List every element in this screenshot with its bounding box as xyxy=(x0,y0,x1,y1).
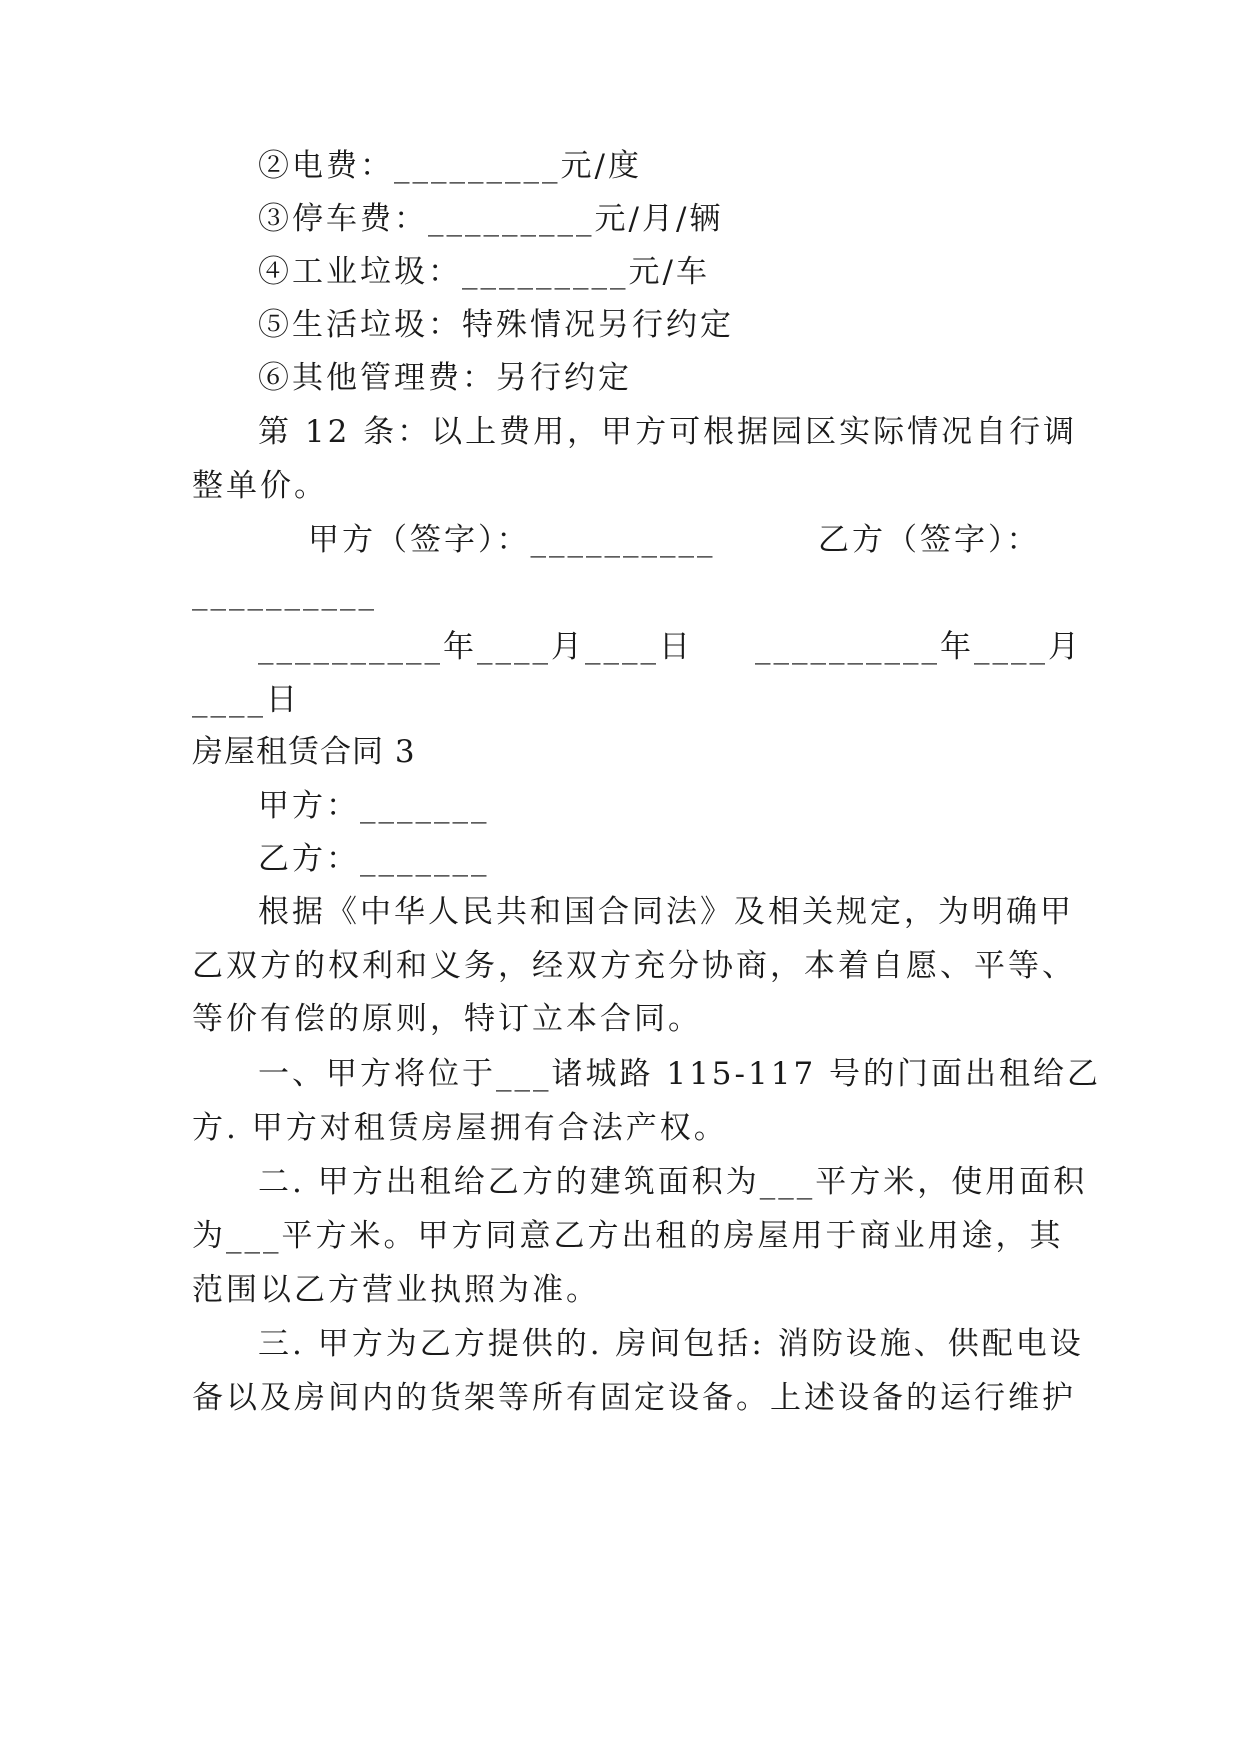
fee-item-other-management: ⑥其他管理费：另行约定 xyxy=(258,360,632,396)
fee-item-industrial-waste: ④工业垃圾：_________元/车 xyxy=(258,254,710,290)
party-a-signature: 甲方（签字）：__________ xyxy=(308,522,716,558)
fee-item-parking: ③停车费：_________元/月/辆 xyxy=(258,201,724,237)
party-b-field: 乙方：_______ xyxy=(258,841,490,877)
party-b-signature: 乙方（签字）： xyxy=(818,522,1041,558)
intro-line: 等价有偿的原则，特订立本合同。 xyxy=(192,1001,702,1037)
clause-2-line: 二. 甲方出租给乙方的建筑面积为___平方米，使用面积 xyxy=(258,1164,1088,1200)
article-12-line: 第 12 条：以上费用，甲方可根据园区实际情况自行调 xyxy=(258,414,1078,450)
fee-item-domestic-waste: ⑤生活垃圾：特殊情况另行约定 xyxy=(258,307,734,343)
contract-3-title: 房屋租赁合同 3 xyxy=(192,734,416,770)
clause-3-line: 备以及房间内的货架等所有固定设备。上述设备的运行维护 xyxy=(192,1380,1076,1416)
clause-1-line: 方. 甲方对租赁房屋拥有合法产权。 xyxy=(192,1110,728,1146)
clause-2-line: 范围以乙方营业执照为准。 xyxy=(192,1272,600,1308)
party-b-date-cont: ____日 xyxy=(192,682,300,718)
party-b-date: __________年____月 xyxy=(755,629,1082,665)
intro-line: 乙双方的权利和义务，经双方充分协商，本着自愿、平等、 xyxy=(192,948,1076,984)
party-a-field: 甲方：_______ xyxy=(258,788,490,824)
clause-1-line: 一、甲方将位于___诸城路 115-117 号的门面出租给乙 xyxy=(258,1056,1102,1092)
intro-line: 根据《中华人民共和国合同法》及相关规定，为明确甲 xyxy=(258,894,1074,930)
clause-3-line: 三. 甲方为乙方提供的. 房间包括: 消防设施、供配电设 xyxy=(258,1326,1084,1362)
party-b-signature-blank: __________ xyxy=(192,575,377,611)
party-a-date: __________年____月____日 xyxy=(258,629,693,665)
clause-2-line: 为___平方米。甲方同意乙方出租的房屋用于商业用途，其 xyxy=(192,1218,1064,1254)
fee-item-electricity: ②电费：_________元/度 xyxy=(258,148,642,184)
article-12-line: 整单价。 xyxy=(192,468,328,504)
